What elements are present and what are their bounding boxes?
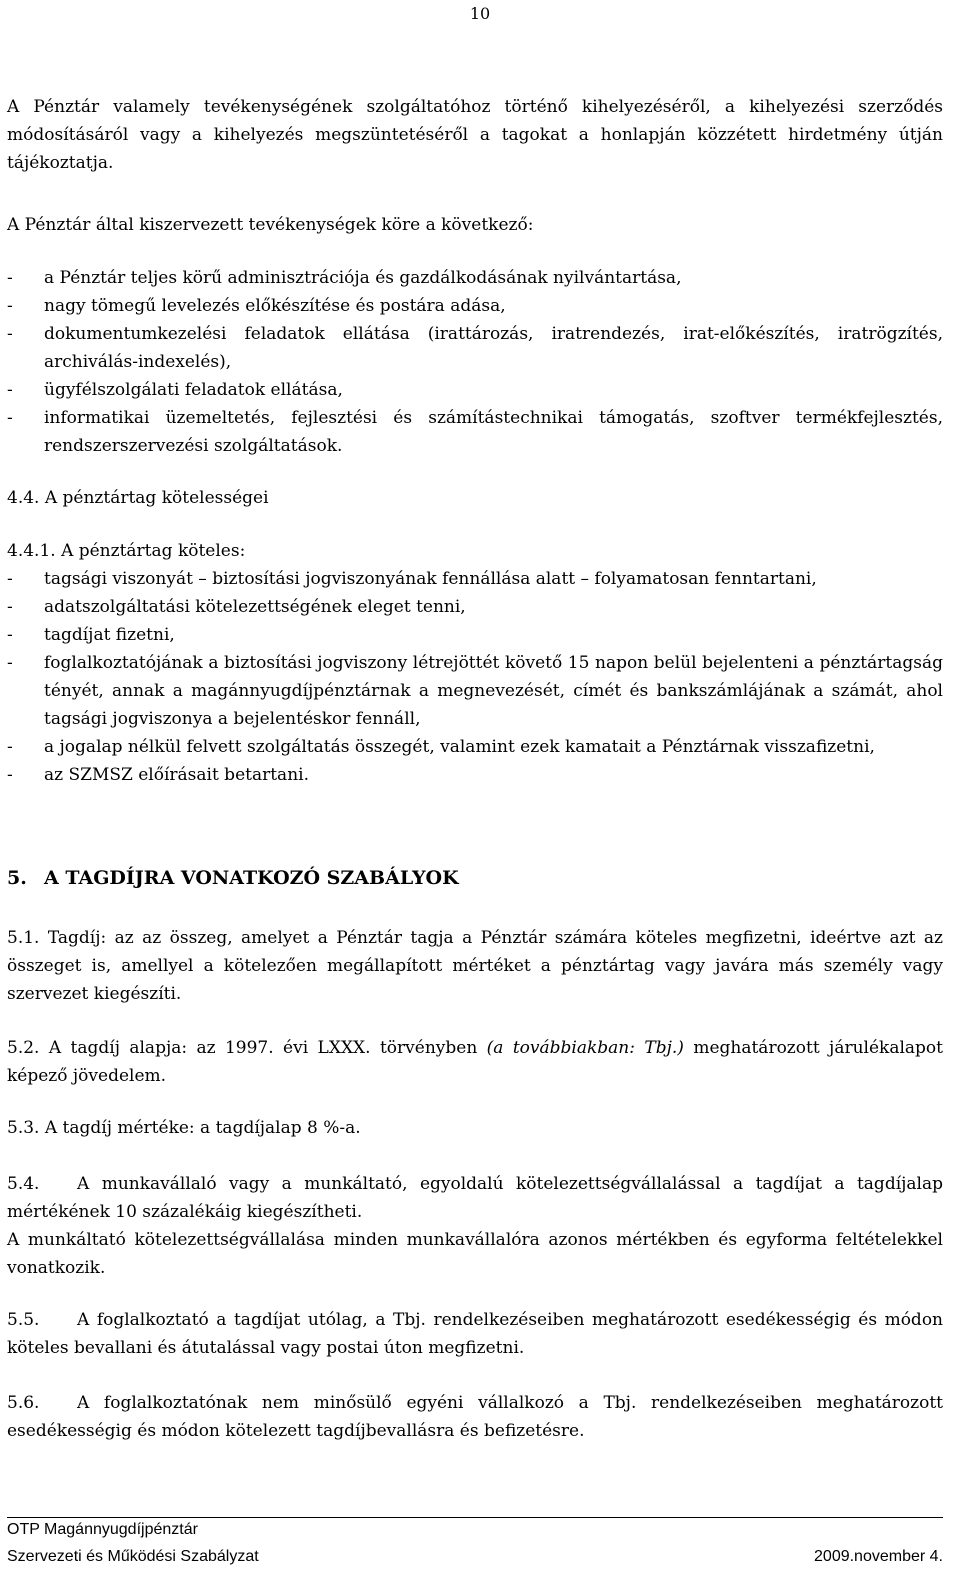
page-footer — [7, 1517, 943, 1565]
footer-doc-title: Szervezeti és Működési Szabályzat — [7, 1548, 259, 1565]
section-5-heading: 5. A TAGDÍJRA VONATKOZÓ SZABÁLYOK — [7, 867, 459, 889]
list-item: - adatszolgáltatási kötelezettségének eleget tenni, — [7, 597, 466, 617]
outsourced-list — [7, 264, 943, 460]
list-item: - tagdíjat fizetni, — [7, 625, 175, 645]
footer-org: OTP Magánnyugdíjpénztár — [7, 1521, 198, 1538]
list-item: - a jogalap nélkül felvett szolgáltatás összegét, valamint ezek kamatait a Pénztárnak visszafizetni, — [7, 737, 875, 757]
list-item: - az SZMSZ előírásait betartani. — [7, 765, 309, 785]
list-item: - ügyfélszolgálati feladatok ellátása, — [7, 380, 343, 400]
section-5-3: 5.3. A tagdíj mértéke: a tagdíjalap 8 %-a. — [7, 1118, 361, 1138]
section-4-4-title: 4.4. A pénztártag kötelességei — [7, 488, 269, 508]
section-5-1: 5.1. Tagdíj: az az összeg, amelyet a Pénztár tagja a Pénztár számára köteles megfizetni, ideértve azt az összeget is, amellyel a kötelezően megállapított mértéket a pénztártag vagy javára más személy vagy szervezet kiegészíti. — [7, 928, 943, 1004]
member-duties-list — [7, 565, 943, 789]
intro-paragraph: A Pénztár valamely tevékenységének szolgáltatóhoz történő kihelyezéséről, a kihelyezési szerződés módosításáról vagy a kihelyezés megszüntetéséről a tagokat a honlapján közzétett hirdetmény útján tájékoztatja. — [7, 97, 943, 173]
section-4-4-1-intro: 4.4.1. A pénztártag köteles: — [7, 541, 246, 561]
list-item: - foglalkoztatójának a biztosítási jogviszony létrejöttét követő 15 napon belül bejelenteni a pénztártagság tényét, annak a magánnyugdíjpénztárnak a megnevezését, címét és bankszámlájának a számát, ahol tagsági jogviszonya a bejelentéskor fennáll, — [7, 653, 943, 729]
footer-date: 2009.november 4. — [814, 1548, 943, 1565]
section-5-4: 5.4. A munkavállaló vagy a munkáltató, egyoldalú kötelezettségvállalással a tagdíjat a tagdíjalap mértékének 10 százalékáig kiegészítheti. A munkáltató kötelezettségvállalása minden munkavállalóra azonos mértékben és egyforma feltételekkel vonatkozik. — [7, 1174, 943, 1278]
section-5-5: 5.5. A foglalkoztató a tagdíjat utólag, a Tbj. rendelkezéseiben meghatározott esedékességig és módon köteles bevallani és átutalással vagy postai úton megfizetni. — [7, 1310, 943, 1358]
list-item: - informatikai üzemeltetés, fejlesztési és számítástechnikai támogatás, szoftver termékfejlesztés, rendszerszervezési szolgáltatások. — [7, 408, 943, 456]
list-item: - a Pénztár teljes körű adminisztrációja és gazdálkodásának nyilvántartása, — [7, 268, 682, 288]
list-item: - dokumentumkezelési feladatok ellátása (irattározás, iratrendezés, irat-előkészítés, iratrögzítés, archiválás-indexelés), — [7, 324, 943, 372]
list-item: - tagsági viszonyát – biztosítási jogviszonyának fennállása alatt – folyamatosan fenntartani, — [7, 569, 817, 589]
section-5-6: 5.6. A foglalkoztatónak nem minősülő egyéni vállalkozó a Tbj. rendelkezéseiben meghatározott esedékességig és módon kötelezett tagdíjbevallásra és befizetésre. — [7, 1393, 943, 1441]
outsourced-intro: A Pénztár által kiszervezett tevékenységek köre a következő: — [7, 215, 534, 235]
list-item: - nagy tömegű levelezés előkészítése és postára adása, — [7, 296, 506, 316]
page-number: 10 — [469, 4, 491, 23]
section-5-2: 5.2. A tagdíj alapja: az 1997. évi LXXX. törvényben (a továbbiakban: Tbj.) meghatározott járulékalapot képező jövedelem. — [7, 1038, 943, 1086]
